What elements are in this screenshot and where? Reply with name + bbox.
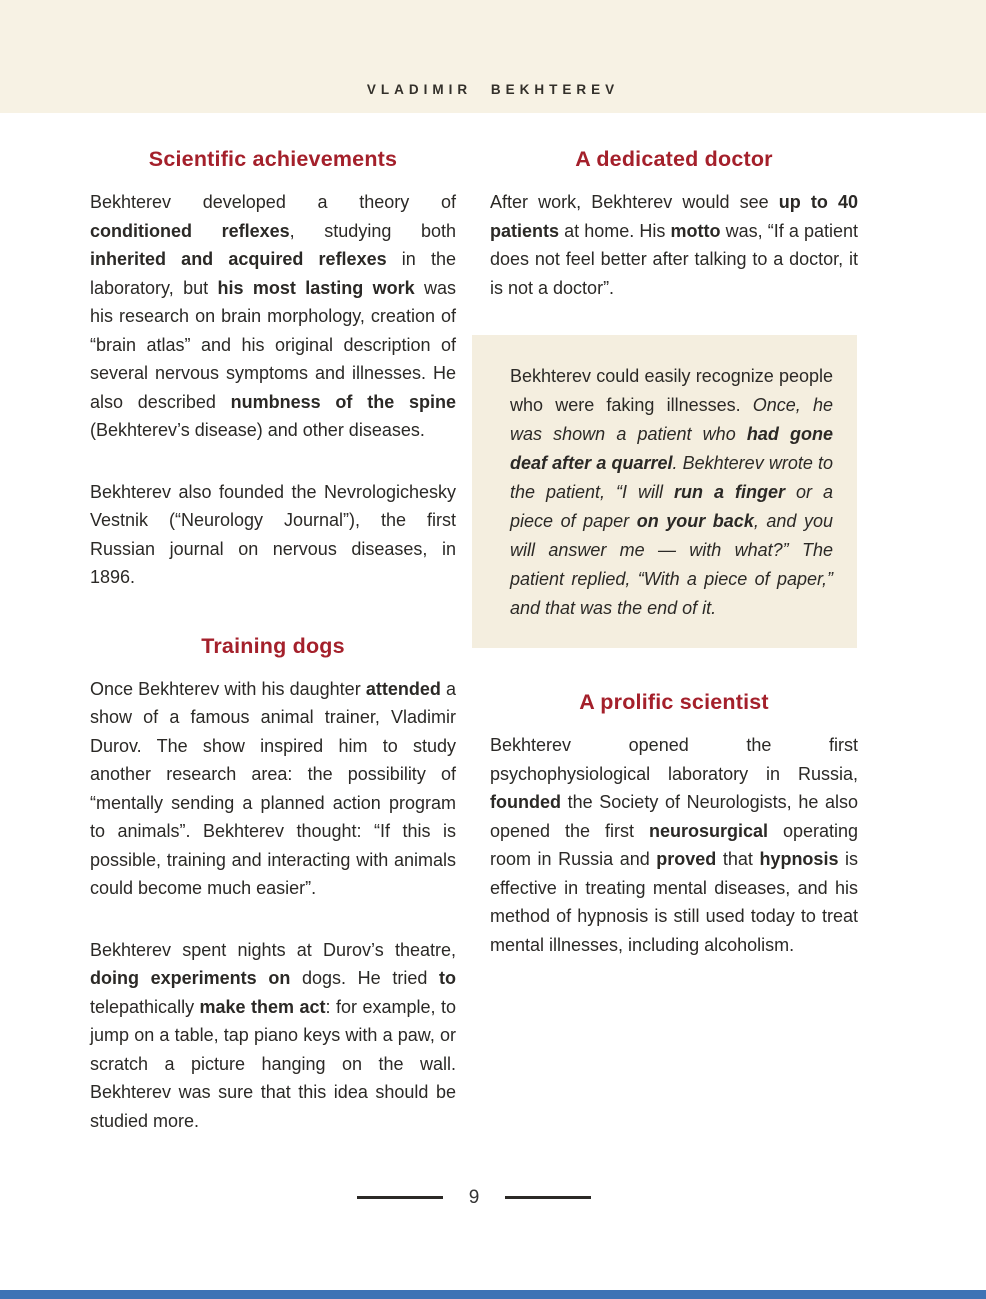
highlight-box [472, 335, 857, 648]
footer-rule-right [505, 1196, 591, 1199]
left-column [90, 113, 456, 1168]
running-header: VLADIMIR BEKHTEREV [366, 82, 620, 97]
paragraph-conditioned-reflexes: Bekhterev developed a theory of conditioned reflexes, studying both inherited and acquired reflexes in the laboratory, but his most lasting work was his research on brain morphology, creation of “brain atlas” and his original description of several nervous symptoms and illnesses. He also described numbness of the spine (Bekhterev’s disease) and other diseases. [90, 192, 456, 440]
paragraph-laboratory: Bekhterev opened the first psychophysiological laboratory in Russia, founded the Society of Neurologists, he also opened the first neurosurgical operating room in Russia and proved that hypnosis is effective in treating mental diseases, and his method of hypnosis is still used today to treat mental illnesses, including alcoholism. [490, 735, 859, 955]
paragraph-durov-show: Once Bekhterev with his daughter attended a show of a famous animal trainer, Vladimir Durov. The show inspired him to study another research area: the possibility of “mentally sending a planned action program to animals”. Bekhterev thought: “If this is possible, training and interacting with animals could become much easier”. [90, 678, 456, 898]
section-heading-dedicated-doctor: A dedicated doctor [575, 147, 773, 171]
highlight-box-text: Bekhterev could easily recognize people who were faking illnesses. Once, he was shown a patient who had gone deaf after a quarrel. Bekhterev wrote to the patient, “I will run a finger or a piece of paper on your back, and you will answer me — with what?” The patient replied, “With a piece of paper,” and that was the end of it. [510, 366, 834, 618]
page-footer [90, 1188, 858, 1207]
page-header-band [0, 0, 986, 113]
paragraph-neurology-journal: Bekhterev also founded the Nevrologichesky Vestnik (“Neurology Journal”), the first Russian journal on nervous diseases, in 1896. [90, 481, 456, 587]
section-heading-prolific-scientist: A prolific scientist [579, 690, 769, 714]
paragraph-dog-experiments: Bekhterev spent nights at Durov’s theatre, doing experiments on dogs. He tried to telepathically make them act: for example, to jump on a table, tap piano keys with a paw, or scratch a picture hanging on the wall. Bekhterev was sure that this idea should be studied more. [90, 939, 456, 1131]
section-heading-scientific-achievements: Scientific achievements [148, 147, 398, 171]
bottom-accent-bar [0, 1290, 986, 1299]
page-number: 9 [468, 1187, 480, 1208]
paragraph-motto: After work, Bekhterev would see up to 40 patients at home. His motto was, “If a patient does not feel better after talking to a doctor, it is not a doctor”. [490, 192, 858, 298]
section-heading-training-dogs: Training dogs [201, 633, 345, 658]
footer-rule-left [357, 1196, 443, 1199]
right-column [490, 113, 858, 992]
